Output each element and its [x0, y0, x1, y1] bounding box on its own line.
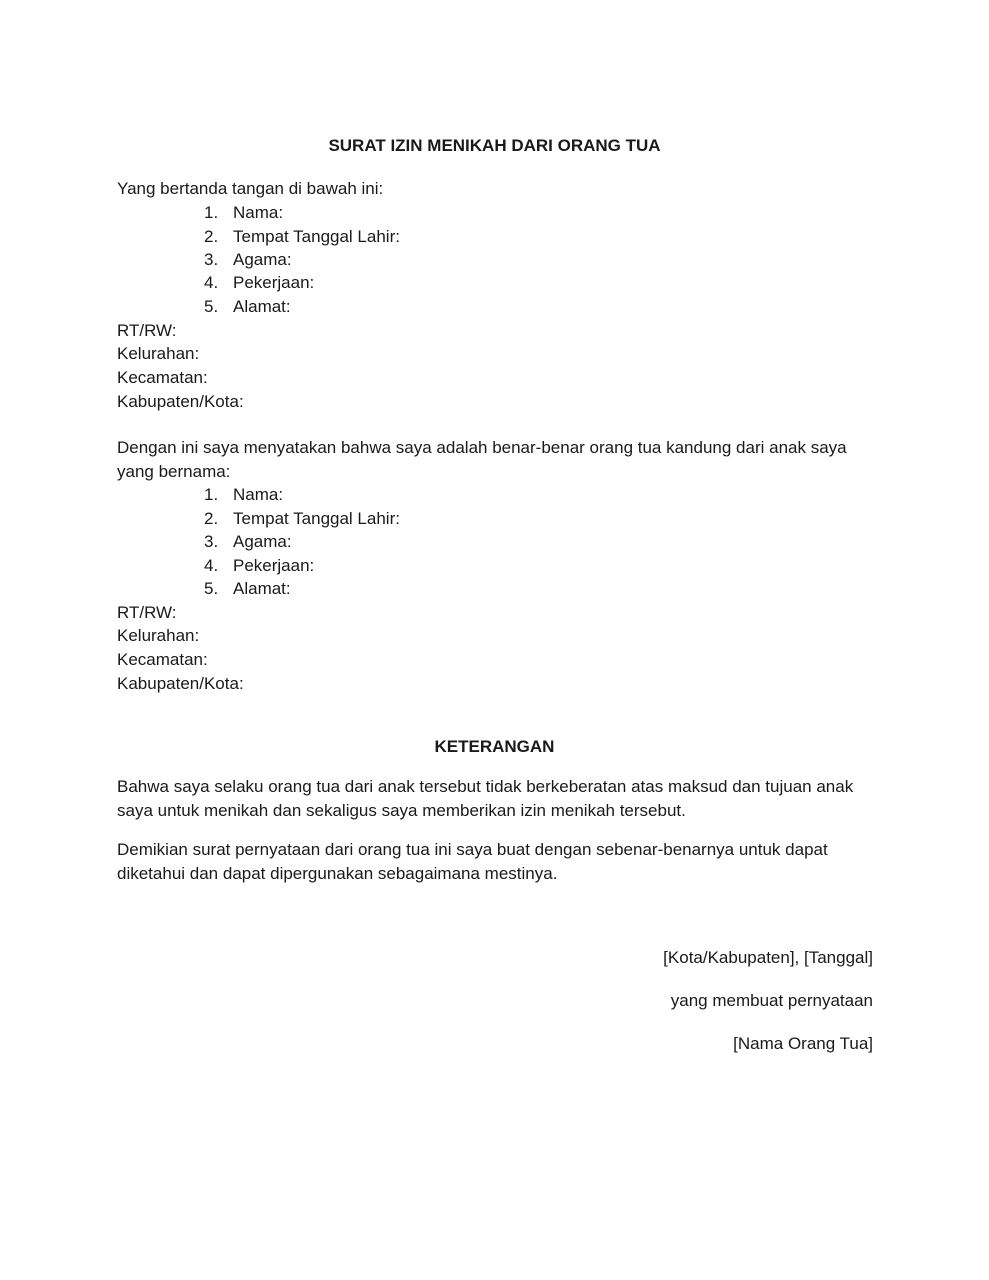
statement-paragraph: Dengan ini saya menyatakan bahwa saya adalah benar-benar orang tua kandung dari anak saya yang bernama: — [117, 438, 847, 481]
list-number: 3. — [204, 532, 219, 551]
parent-field — [204, 250, 292, 270]
parent-field — [204, 297, 291, 317]
field-label: Agama: — [233, 250, 292, 269]
field-label: Tempat Tanggal Lahir: — [233, 227, 400, 246]
parent-address-line: RT/RW: — [117, 321, 177, 340]
field-label: Tempat Tanggal Lahir: — [233, 509, 400, 528]
list-number: 1. — [204, 485, 219, 504]
child-field — [204, 509, 400, 529]
list-number: 5. — [204, 297, 219, 316]
document-title: SURAT IZIN MENIKAH DARI ORANG TUA — [328, 136, 661, 155]
parent-address-line: Kabupaten/Kota: — [117, 392, 244, 411]
signer-caption: yang membuat pernyataan — [670, 991, 873, 1010]
field-label: Pekerjaan: — [233, 556, 315, 575]
parent-address-line: Kelurahan: — [117, 344, 200, 363]
list-number: 2. — [204, 509, 219, 528]
field-label: Agama: — [233, 532, 292, 551]
field-label: Nama: — [233, 485, 284, 504]
section-heading: KETERANGAN — [434, 737, 555, 756]
closing-paragraph: Demikian surat pernyataan dari orang tua ini saya buat dengan sebenar-benarnya untuk dapat diketahui dan dapat dipergunakan sebagaimana mestinya. — [117, 840, 828, 883]
child-address-line: Kabupaten/Kota: — [117, 674, 244, 693]
child-field — [204, 556, 314, 576]
child-field — [204, 579, 291, 599]
parent-field — [204, 203, 283, 223]
intro-text: Yang bertanda tangan di bawah ini: — [117, 179, 384, 198]
child-address-line: Kelurahan: — [117, 626, 200, 645]
field-label: Nama: — [233, 203, 284, 222]
child-field — [204, 532, 292, 552]
child-field — [204, 485, 283, 505]
keterangan-paragraph: Bahwa saya selaku orang tua dari anak tersebut tidak berkeberatan atas maksud dan tujuan anak saya untuk menikah dan sekaligus saya memberikan izin menikah tersebut. — [117, 777, 854, 820]
list-number: 4. — [204, 556, 219, 575]
field-label: Pekerjaan: — [233, 273, 315, 292]
signer-name: [Nama Orang Tua] — [733, 1034, 873, 1053]
list-number: 2. — [204, 227, 219, 246]
parent-field — [204, 227, 400, 247]
parent-field — [204, 273, 314, 293]
parent-address-line: Kecamatan: — [117, 368, 208, 387]
list-number: 1. — [204, 203, 219, 222]
list-number: 5. — [204, 579, 219, 598]
field-label: Alamat: — [233, 579, 291, 598]
field-label: Alamat: — [233, 297, 291, 316]
place-date: [Kota/Kabupaten], [Tanggal] — [663, 948, 873, 967]
list-number: 3. — [204, 250, 219, 269]
list-number: 4. — [204, 273, 219, 292]
child-address-line: Kecamatan: — [117, 650, 208, 669]
child-address-line: RT/RW: — [117, 603, 177, 622]
